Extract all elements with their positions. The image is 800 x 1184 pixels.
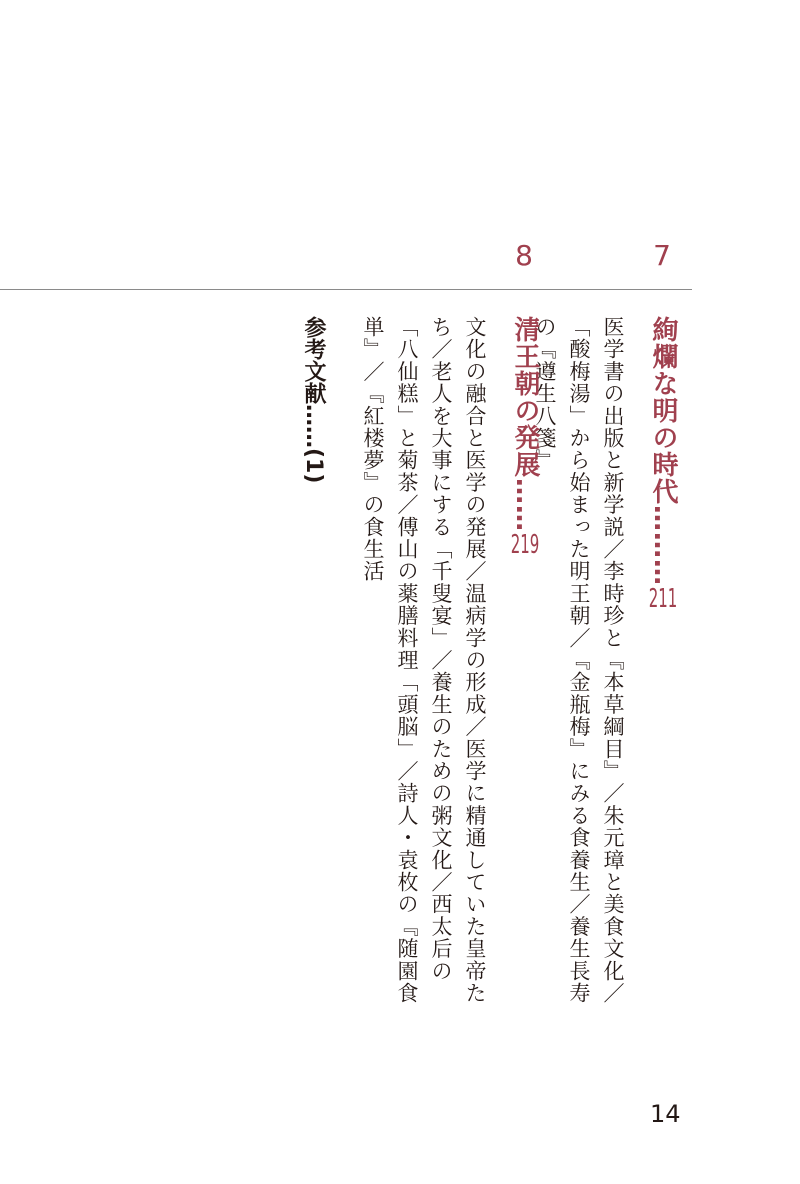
chapter-7-title-text: 絢爛な明の時代 [648, 316, 678, 505]
chapter-8-number: 8 [515, 239, 533, 272]
chapter-8-leader: …… [510, 478, 540, 532]
references-title: 参考文献 [301, 316, 326, 404]
chapter-7-number: 7 [653, 239, 671, 272]
chapter-7-body: 医学書の出版と新学説／李時珍と『本草綱目』／朱元璋と美食文化／「酸梅湯」から始まった明王朝／『金瓶梅』にみる食養生／養生長寿の『遵生八箋』 [533, 316, 625, 1005]
chapter-8-title[interactable] [509, 316, 541, 558]
chapter-7-page: 211 [648, 586, 678, 612]
chapter-8-page: 219 [510, 532, 540, 558]
references-leader: …… [301, 404, 326, 448]
chapter-7-leader: ……… [648, 505, 678, 586]
references-page: (1) [301, 448, 326, 484]
page-number: 14 [650, 1100, 681, 1128]
chapter-divider-rule [0, 289, 692, 290]
chapter-8-title-text: 清王朝の発展 [510, 316, 540, 478]
chapter-7-title[interactable] [647, 316, 679, 612]
chapter-8-body: 文化の融合と医学の発展／温病学の形成／医学に精通していた皇帝たち／老人を大事にする「千叟宴」／養生のための粥文化／西太后の「八仙糕」と菊茶／傅山の薬膳料理「頭脳」／詩人・袁枚の『随園食単』／『紅楼夢』の食生活 [361, 316, 487, 1005]
references-entry[interactable] [298, 316, 328, 483]
